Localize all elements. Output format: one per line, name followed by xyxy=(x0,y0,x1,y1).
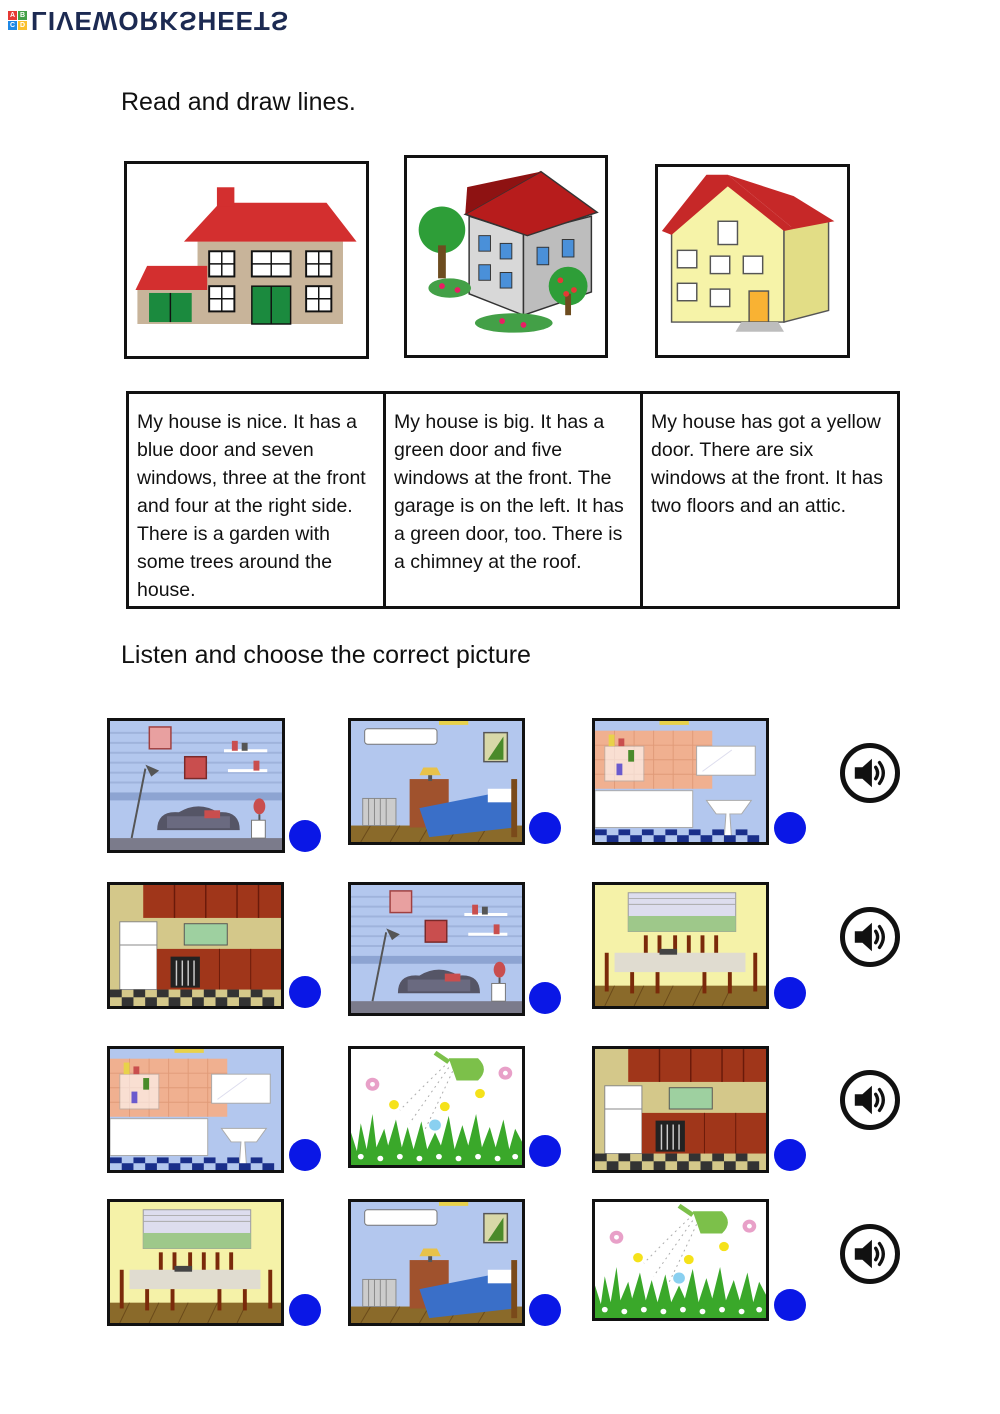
answer-dot-r2-c1[interactable] xyxy=(289,976,321,1008)
garden-picture xyxy=(348,1046,525,1168)
speaker-icon xyxy=(851,1081,889,1119)
answer-dot-r2-c3[interactable] xyxy=(774,977,806,1009)
garden-icon xyxy=(351,1049,522,1165)
kitchen-picture xyxy=(592,1046,769,1173)
liveworksheets-logo xyxy=(8,4,289,36)
dining-room-picture xyxy=(592,882,769,1009)
bathroom-icon xyxy=(595,721,766,842)
answer-dot-r1-c1[interactable] xyxy=(289,820,321,852)
answer-dot-r4-c2[interactable] xyxy=(529,1294,561,1326)
speaker-icon xyxy=(851,1235,889,1273)
answer-dot-r4-c3[interactable] xyxy=(774,1289,806,1321)
red-roof-house-icon xyxy=(127,164,366,356)
speaker-icon xyxy=(851,918,889,956)
logo-text: LIVEWORKSHEETS xyxy=(31,5,290,36)
description-3: My house has got a yellow door. There are six windows at the front. It has two floors and an attic. xyxy=(651,411,883,517)
bathroom-picture xyxy=(592,718,769,845)
answer-dot-r3-c1[interactable] xyxy=(289,1139,321,1171)
bedroom-icon xyxy=(351,1202,522,1323)
house-picture-1 xyxy=(124,161,369,359)
garden-icon xyxy=(595,1202,766,1318)
living-room-icon xyxy=(110,721,282,850)
answer-dot-r3-c2[interactable] xyxy=(529,1135,561,1167)
kitchen-picture xyxy=(107,882,284,1009)
bathroom-icon xyxy=(110,1049,281,1170)
speaker-icon xyxy=(851,754,889,792)
logo-blocks-icon: A B C D xyxy=(9,11,26,29)
house-picture-3 xyxy=(655,164,850,358)
living-room-icon xyxy=(351,885,522,1013)
living-room-picture xyxy=(348,882,525,1016)
bedroom-picture xyxy=(348,718,525,845)
audio-button-1[interactable] xyxy=(840,743,900,803)
house-descriptions-table xyxy=(126,391,900,609)
kitchen-icon xyxy=(595,1049,766,1170)
audio-button-4[interactable] xyxy=(840,1224,900,1284)
bedroom-picture xyxy=(348,1199,525,1326)
section-heading-listen: Listen and choose the correct picture xyxy=(121,641,531,669)
yellow-house-icon xyxy=(658,167,847,355)
garden-picture xyxy=(592,1199,769,1321)
answer-dot-r2-c2[interactable] xyxy=(529,982,561,1014)
living-room-picture xyxy=(107,718,285,853)
dining-room-icon xyxy=(595,885,766,1006)
dining-room-icon xyxy=(110,1202,281,1323)
kitchen-icon xyxy=(110,885,281,1006)
bathroom-picture xyxy=(107,1046,284,1173)
section-heading-read: Read and draw lines. xyxy=(121,88,356,116)
dining-room-picture xyxy=(107,1199,284,1326)
audio-button-2[interactable] xyxy=(840,907,900,967)
house-picture-2 xyxy=(404,155,608,358)
house-with-trees-icon xyxy=(407,158,605,355)
answer-dot-r3-c3[interactable] xyxy=(774,1139,806,1171)
answer-dot-r4-c1[interactable] xyxy=(289,1294,321,1326)
description-1: My house is nice. It has a blue door and seven windows, three at the front and four at the right side. There is a garden with some trees around the house. xyxy=(129,394,386,606)
answer-dot-r1-c3[interactable] xyxy=(774,812,806,844)
answer-dot-r1-c2[interactable] xyxy=(529,812,561,844)
description-2: My house is big. It has a green door and five windows at the front. The garage is on the left. It has a green door, too. There is a chimney at the roof. xyxy=(386,394,643,606)
audio-button-3[interactable] xyxy=(840,1070,900,1130)
bedroom-icon xyxy=(351,721,522,842)
